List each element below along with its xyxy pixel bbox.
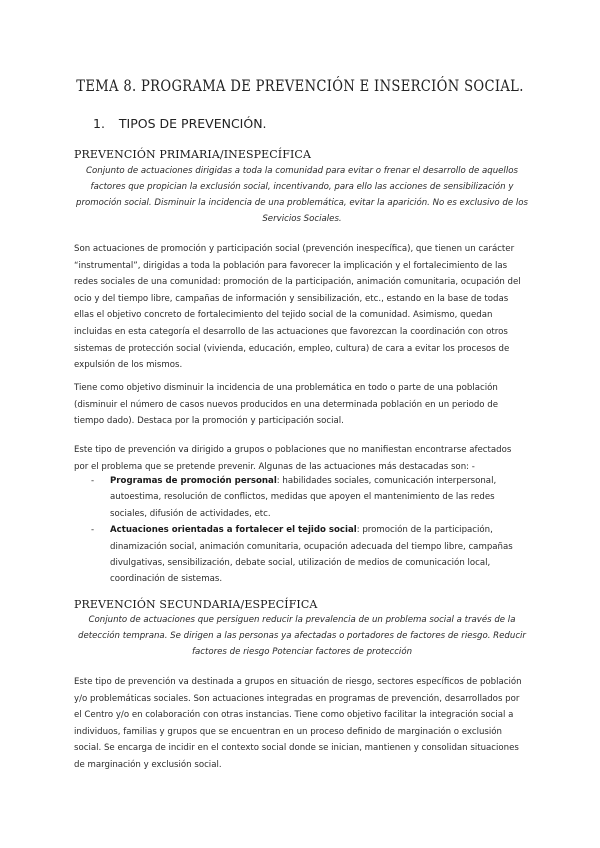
- bullet-label: Programas de promoción personal: [110, 476, 277, 486]
- primaria-definition: Conjunto de actuaciones dirigidas a toda la comunidad para evitar o frenar el desarrollo de aquellos factores que propician la exclusión social, incentivando, para ello las acciones de sensibilización y promoción social. Disminuir la incidencia de una problemática, evitar la aparición. No es exclusivo de los Servicios Sociales.: [75, 166, 528, 224]
- bullet-text: : promoción de la participación, dinamización social, animación comunitaria, ocupación adecuada del tiempo libre, campañas divulgativas, sensibilización, debate social, utilización de medios de comunicación local, coordinación de sistemas.: [110, 525, 513, 585]
- section-heading: [93, 116, 267, 131]
- secundaria-paragraph-1: Este tipo de prevención va destinada a grupos en situación de riesgo, sectores específicos de población y/o problemáticas sociales. Son actuaciones integradas en programas de prevención, desarrollados por el Centro y/o en colaboración con otras instancias. Tiene como objetivo facilitar la integración social a individuos, familias y grupos que se encuentran en un proceso definido de marginación o exclusión social. Se encarga de incidir en el contexto social donde se inician, mantienen y consolidan situaciones de marginación y exclusión social.: [74, 677, 522, 770]
- primaria-paragraph-2: Tiene como objetivo disminuir la incidencia de una problemática en todo o parte de una población (disminuir el número de casos nuevos producidos en una determinada población en un periodo de tiempo dado). Destaca por la promoción y participación social.: [74, 383, 499, 427]
- secundaria-heading: PREVENCIÓN SECUNDARIA/ESPECÍFICA: [74, 598, 318, 611]
- bullet-dash: -: [91, 525, 95, 536]
- bullet-dash: -: [91, 476, 95, 486]
- secundaria-definition: Conjunto de actuaciones que persiguen reducir la prevalencia de un problema social a través de la detección temprana. Se dirigen a las personas ya afectadas o portadores de factores de riesgo. Reducir factores de riesgo Potenciar factores de protección: [78, 615, 526, 657]
- section-title: TIPOS DE PREVENCIÓN.: [118, 116, 267, 131]
- primaria-paragraph-1: Son actuaciones de promoción y participación social (prevención inespecífica), que tienen un carácter “instrumental”, dirigidas a toda la población para favorecer la implicación y el fortalecimiento de las redes sociales de una comunidad: promoción de la participación, animación comunitaria, ocupación del ocio y del tiempo libre, campañas de información y sensibilización, etc., estando en la base de todas ellas el objetivo concreto de fortalecimiento del tejido social de la comunidad. Asimismo, quedan incluidas en esta categoría el desarrollo de las actuaciones que favorezcan la coordinación con otros sistemas de protección social (vivienda, educación, empleo, cultura) de cara a evitar los procesos de expulsión de los mismos.: [74, 244, 521, 371]
- primaria-bullet-list: [74, 473, 530, 588]
- bullet-text: : habilidades sociales, comunicación interpersonal, autoestima, resolución de conflictos, medidas que apoyen el mantenimiento de las redes sociales, difusión de actividades, etc.: [110, 476, 497, 519]
- section-number: 1.: [93, 116, 105, 131]
- document-title: TEMA 8. PROGRAMA DE PREVENCIÓN E INSERCIÓN SOCIAL.: [76, 76, 524, 95]
- primaria-heading: PREVENCIÓN PRIMARIA/INESPECÍFICA: [74, 148, 311, 161]
- list-item: [74, 473, 530, 522]
- list-item: [74, 522, 530, 588]
- bullet-label: Actuaciones orientadas a fortalecer el tejido social: [110, 525, 357, 536]
- primaria-paragraph-3: Este tipo de prevención va dirigido a grupos o poblaciones que no manifiestan encontrarse afectados por el problema que se pretende prevenir. Algunas de las actuaciones más destacadas son: -: [74, 445, 512, 472]
